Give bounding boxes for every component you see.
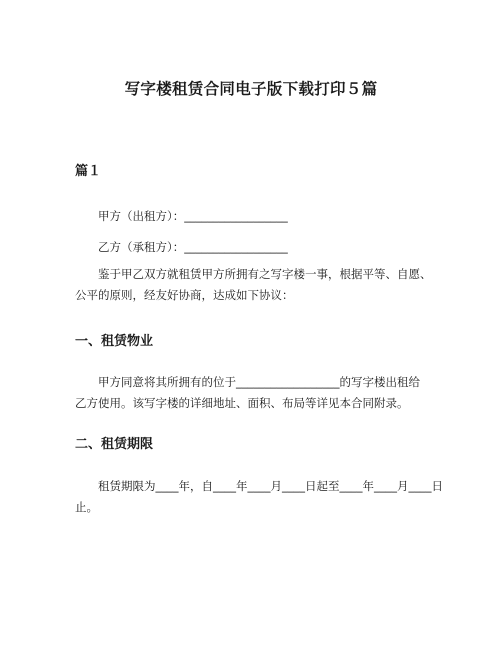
intro-paragraph xyxy=(75,264,435,306)
section-1-heading: 一、租赁物业 xyxy=(75,334,154,349)
intro-line-1: 鉴于甲乙双方就租赁甲方所拥有之写字楼一事，根据平等、自愿、 xyxy=(98,267,432,281)
section-1-paragraph xyxy=(75,372,435,414)
party-b-line xyxy=(75,237,435,258)
section-2-heading: 二、租赁期限 xyxy=(75,437,154,452)
part-heading: 篇１ xyxy=(75,164,102,179)
document-title: 写字楼租赁合同电子版下载打印５篇 xyxy=(124,80,378,98)
party-b-text: 乙方（承租方）：__________________ xyxy=(98,240,288,254)
section-2-line-2: 止。 xyxy=(75,500,98,514)
section-2-paragraph xyxy=(75,476,443,518)
party-a-line xyxy=(75,206,435,227)
section-1-line-2: 乙方使用。该写字楼的详细地址、面积、布局等详见本合同附录。 xyxy=(75,396,409,410)
party-a-text: 甲方（出租方）：__________________ xyxy=(98,209,288,223)
section-1-line-1: 甲方同意将其所拥有的位于__________________的写字楼出租给 xyxy=(98,375,420,389)
intro-line-2: 公平的原则，经友好协商，达成如下协议： xyxy=(75,288,294,302)
section-2-line-1: 租赁期限为____年，自____年____月____日起至____年____月____日 xyxy=(98,479,443,493)
